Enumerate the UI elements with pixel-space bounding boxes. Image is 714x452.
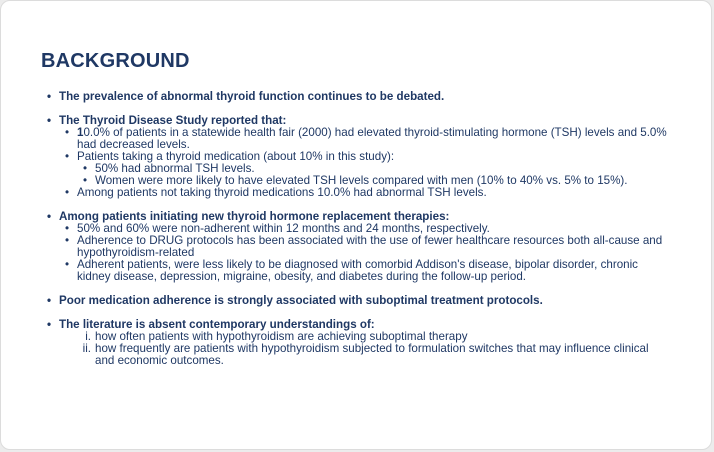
sub-bullet-non-adherent: • 50% and 60% were non-adherent within 12 months and 24 months, respectively. xyxy=(45,223,667,235)
bullet-prevalence: • The prevalence of abnormal thyroid function continues to be debated. xyxy=(45,91,667,103)
sub-sub-bullet-abnormal-tsh: • 50% had abnormal TSH levels. xyxy=(45,163,667,175)
sub-bullet-not-taking: • Among patients not taking thyroid medications 10.0% had abnormal TSH levels. xyxy=(45,187,667,199)
sub-bullet-adherence-resources: • Adherence to DRUG protocols has been associated with the use of fewer healthcare resources both all-cause and hypothyroidism-related xyxy=(45,235,667,259)
roman-item-ii-text: how frequently are patients with hypothyroidism subjected to formulation switches that may influence clinical and economic outcomes. xyxy=(95,342,649,367)
sub-bullet-health-fair xyxy=(45,127,667,151)
slide-title: BACKGROUND xyxy=(41,50,190,72)
bullet-initiating-therapies: • Among patients initiating new thyroid hormone replacement therapies: xyxy=(45,211,667,223)
roman-numeral-i: i. xyxy=(85,330,91,343)
roman-numeral-ii: ii. xyxy=(82,342,91,355)
sub-bullet-medication: • Patients taking a thyroid medication (about 10% in this study): xyxy=(45,151,667,163)
sub-bullet-health-fair-lead: 1 xyxy=(77,126,84,139)
sub-sub-bullet-women: • Women were more likely to have elevated TSH levels compared with men (10% to 40% vs. 5% to 15%). xyxy=(45,175,667,187)
roman-item-ii xyxy=(45,343,667,367)
bullet-thyroid-study: • The Thyroid Disease Study reported that: xyxy=(45,115,667,127)
sub-bullet-comorbid: • Adherent patients, were less likely to be diagnosed with comorbid Addison's disease, bipolar disorder, chronic kidney disease, depression, migraine, obesity, and diabetes during the follow-up period. xyxy=(45,259,667,283)
slide-body xyxy=(45,91,667,367)
roman-item-i-text: how often patients with hypothyroidism are achieving suboptimal therapy xyxy=(95,330,468,343)
bullet-poor-adherence: • Poor medication adherence is strongly associated with suboptimal treatment protocols. xyxy=(45,295,667,307)
sub-bullet-health-fair-text: 0.0% of patients in a statewide health fair (2000) had elevated thyroid-stimulating hormone (TSH) levels and 5.0% had decreased levels. xyxy=(77,126,667,151)
bullet-literature: • The literature is absent contemporary understandings of: xyxy=(45,319,667,331)
